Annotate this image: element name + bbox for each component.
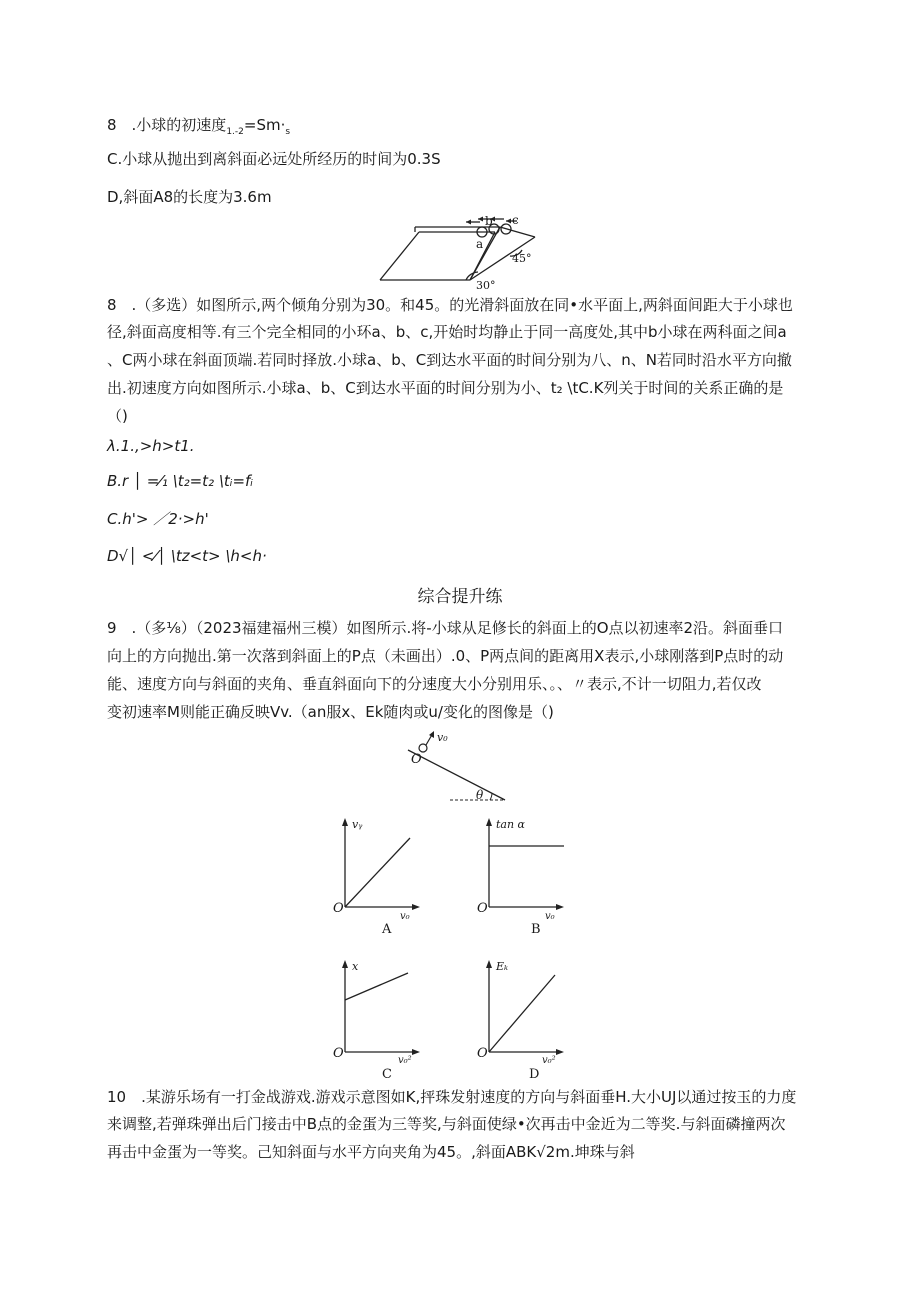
graph-c-origin: O (333, 1046, 344, 1061)
q8b-line-1: 8 .（多选）如图所示,两个倾角分别为30。和45。的光滑斜面放在同•水平面上,两斜面间距大于小球也 (107, 296, 793, 314)
label-b: b (485, 214, 493, 228)
section-title: 综合提升练 (417, 587, 503, 607)
origin-label-top: O (411, 752, 422, 767)
graph-c-letter: C (382, 1067, 392, 1082)
q8b-option-c: C.h'> ／2·>h' (107, 510, 209, 528)
graph-c-xlabel: v₀² (398, 1055, 412, 1066)
label-a: a (476, 237, 484, 251)
graph-b-xlabel: v₀ (545, 911, 555, 922)
graph-b (489, 822, 564, 907)
q9-line-2: 向上的方向抛出.第一次落到斜面上的P点（未画出）.0、P两点间的距离用X表示,小球刚落到P点时的动 (107, 647, 784, 665)
q9-line-1: 9 .（多⅛）（2023福建福州三模）如图所示.将-小球从足修长的斜面上的O点以初速率2沿。斜面垂口 (107, 619, 784, 637)
q10-line-2: 来调整,若弹珠弹出后门接击中B点的金蛋为三等奖,与斜面使绿•次再击中金近为二等奖.与斜面磷撞两次 (107, 1115, 786, 1133)
q8-option-c: C.小球从抛出到离斜面必远处所经历的时间为0.3S (107, 150, 441, 168)
graph-a (345, 822, 416, 907)
graph-d-ylabel: Eₖ (496, 960, 509, 973)
graph-d-origin: O (477, 1046, 488, 1061)
q10-line-1: 10 .某游乐场有一打金战游戏.游戏示意图如K,抨珠发射速度的方向与斜面垂H.大小UJ以通过按玉的力度 (107, 1088, 797, 1106)
q8-line1-tail-sub: s (285, 127, 291, 137)
q8-option-d: D,斜面A8的长度为3.6m (107, 188, 272, 206)
q8b-option-a: λ.1.,>h>t1. (107, 437, 195, 455)
graph-c (345, 964, 416, 1052)
graph-b-letter: B (531, 922, 541, 937)
q10-line-3: 再击中金蛋为一等奖。己知斜面与水平方向夹角为45。,斜面ABK√2m.坤珠与斜 (107, 1143, 635, 1161)
ball (419, 744, 427, 752)
q9-line-3: 能、速度方向与斜面的夹角、垂直斜面向下的分速度大小分别用乐、。、〃表示,不计一切阻力,若仅改 (107, 675, 762, 693)
graph-a-origin: O (333, 901, 344, 916)
q8-line1-sub: 1.-2 (226, 127, 244, 137)
graph-a-ylabel: vᵧ (352, 818, 363, 831)
incline-launch-diagram (408, 731, 505, 802)
label-45deg: 45° (512, 252, 532, 265)
graph-d (489, 964, 560, 1052)
graph-b-ylabel: tan α (496, 818, 525, 831)
q8b-option-b: B.r │ =⁄₁ \t₂=t₂ \tᵢ=fᵢ (107, 472, 253, 490)
q8-line1-tail: =Sm· (243, 116, 286, 134)
label-c: c (512, 213, 519, 227)
q8b-line-4: 出.初速度方向如图所示.小球a、b、C到达水平面的时间分别为小、t₂ \tC.K列关于时间的关系正确的是 (107, 379, 784, 397)
q8b-line-5: （) (107, 407, 128, 425)
graph-a-letter: A (382, 922, 392, 937)
q8b-line-3: 、C两小球在斜面顶端.若同时择放.小球a、b、C到达水平面的时间分别为八、n、N若同时沿水平方向撤 (107, 351, 792, 369)
q8b-line-2: 径,斜面高度相等.有三个完全相同的小环a、b、c,开始时均静止于同一高度处,其中b小球在两科面之间a (107, 323, 787, 341)
q8b-option-d: D√│ <⁄│ \tz<t> \h<h· (107, 547, 267, 565)
graph-c-ylabel: x (352, 960, 359, 973)
v0-label: v₀ (437, 731, 448, 744)
theta-label: θ (476, 788, 484, 802)
graph-d-letter: D (529, 1067, 540, 1082)
q8-line1: 8 .小球的初速度 (107, 116, 227, 134)
label-30deg: 30° (476, 279, 496, 292)
graph-d-xlabel: v₀² (542, 1055, 556, 1066)
graph-a-xlabel: v₀ (400, 911, 410, 922)
q9-line-4: 变初速率M则能正确反映Vv.（an服x、Ek随肉或u/变化的图像是（) (107, 703, 554, 721)
graph-b-origin: O (477, 901, 488, 916)
